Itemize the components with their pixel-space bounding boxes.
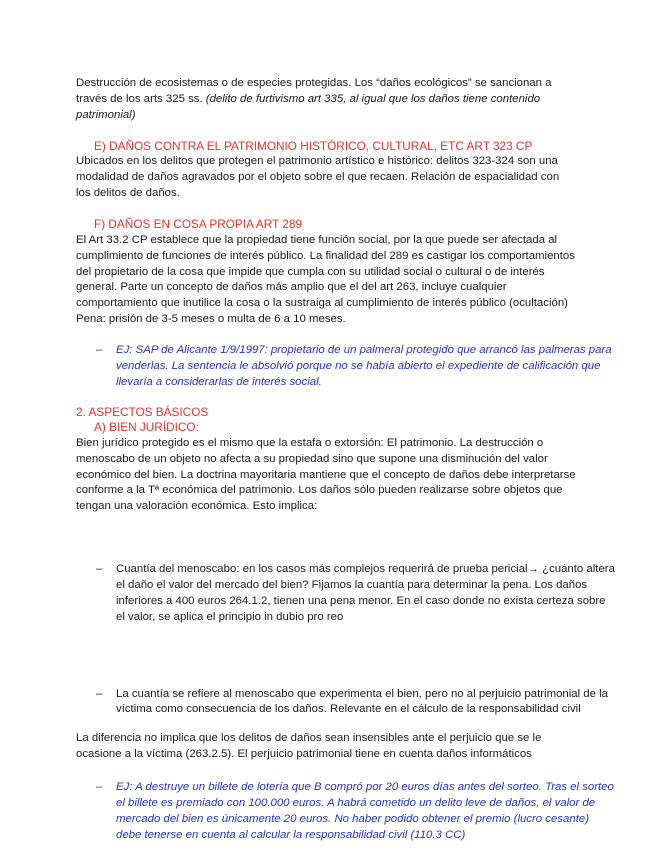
paragraph-bien-juridico: Bien jurídico protegido es el mismo que la estafa o extorsión: El patrimonio. La destrucción o menoscabo de un objeto no afecta a su propiedad sino que supone una disminución del valor económico del bien. La doctrina mayoritaria mantiene que el concepto de daños debe interpretarse conforme a la Tª económica del patrimonio. Los daños sólo pueden realizarse sobre objetos que tengan una valoración económica. Esto implica: [76, 437, 576, 513]
heading-bien-juridico: A) BIEN JURÍDICO: [94, 420, 199, 434]
list-dash: – [96, 781, 103, 794]
list-item: – Cuantía del menoscabo: en los casos más complejos requerirá de prueba pericial→ ¿cuánto altera el daño el valor del mercado del bien? Fijamos la cuantía para determinar la pena. Los daños inferiores a 400 euros 264.1.2, tienen una pena menor. En el caso donde no exista certeza sobre el valor, se aplica el principio in dubio pro reo [96, 563, 615, 623]
heading-e: E) DAÑOS CONTRA EL PATRIMONIO HISTÓRICO, CULTURAL, ETC ART 323 CP [94, 139, 533, 153]
example-loteria: – EJ: A destruye un billete de lotería que B compró por 20 euros días antes del sorteo. Tras el sorteo el billete es premiado con 100.000 euros. A habrá cometido un delito leve de daños, el valor de mercado del bien es únicamente 20 euros. No haber podido obtener el premio (lucro cesante) debe tenerse en cuenta al calcular la responsabilidad civil (110.3 CC) [96, 781, 614, 841]
paragraph-ecologicos: Destrucción de ecosistemas o de especies protegidas. Los “daños ecológicos” se sancionan a través de los arts 325 ss. (delito de furtivismo art 335, al igual que los daños tiene contenido patrimonial) [76, 77, 552, 121]
heading-f: F) DAÑOS EN COSA PROPIA ART 289 [94, 217, 303, 231]
list-dash: – [96, 344, 103, 356]
paragraph-diferencia: La diferencia no implica que los delitos de daños sean insensibles ante el perjuicio que se le ocasione a la víctima (263.2.5). El perjuicio patrimonial tiene en cuenta daños informáticos [76, 732, 542, 760]
list-item: – La cuantía se refiere al menoscabo que experimenta el bien, pero no al perjuicio patrimonial de la víctima como consecuencia de los daños. Relevante en el cálculo de la responsabilidad civil [96, 687, 608, 716]
heading-aspectos-basicos: 2. ASPECTOS BÁSICOS [76, 405, 209, 419]
italic-note: (delito de furtivismo art 335, al igual que los daños tiene contenido patrimonial) [76, 92, 541, 121]
example-alicante: – EJ: SAP de Alicante 1/9/1997: propietario de un palmeral protegido que arrancó las palmeras para venderlas. La sentencia le absolvió porque no se había abierto el expediente de calificación que llevaría a considerarlas de interés social. [96, 344, 612, 388]
paragraph-cosa-propia: El Art 33.2 CP establece que la propiedad tiene función social, por la que puede ser afectada al cumplimiento de funciones de interés público. La finalidad del 289 es castigar los comportamientos del propietario de la cosa que impide que cumpla con su utilidad social o cultural o de interés general. Parte un concepto de daños más amplio que el del art 263, incluye cualquier comportamiento que inutilice la cosa o la sustraiga al cumplimiento de interés público (ocultación) Pena: prisión de 3-5 meses o multa de 6 a 10 meses. [76, 234, 575, 325]
list-dash: – [96, 687, 103, 700]
list-dash: – [96, 563, 103, 576]
paragraph-patrimonio-historico: Ubicados en los delitos que protegen el patrimonio artístico e histórico: delitos 323-324 son una modalidad de daños agravados por el objeto sobre el que recaen. Relación de espacialidad con los delitos de daños. [76, 155, 560, 199]
